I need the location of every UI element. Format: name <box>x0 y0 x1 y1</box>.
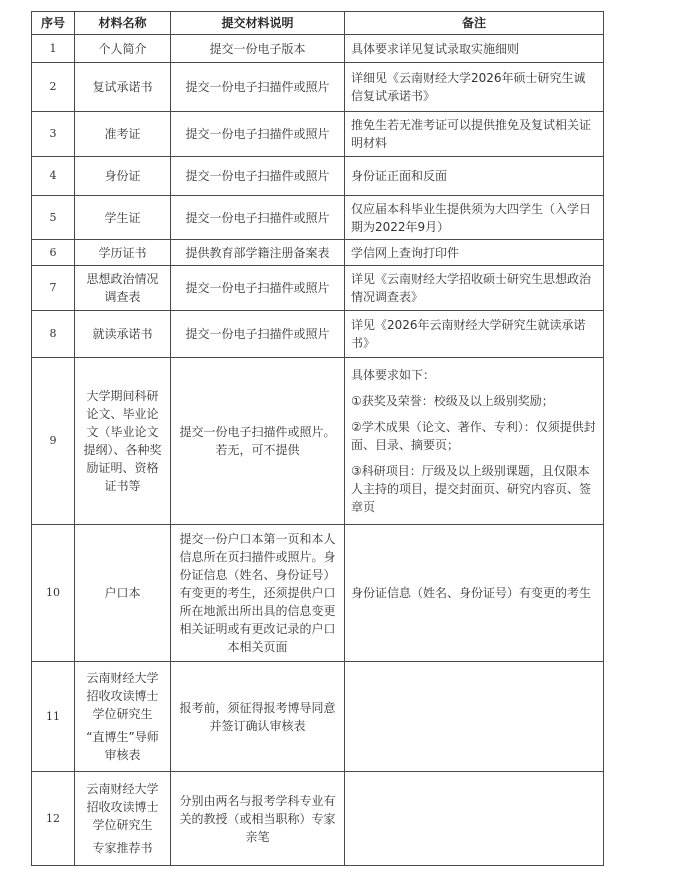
row-number: 4 <box>32 157 75 196</box>
table-row <box>32 157 604 196</box>
table-row <box>32 240 604 266</box>
material-note <box>345 772 604 866</box>
row-number: 10 <box>32 525 75 662</box>
material-name: 学历证书 <box>75 240 171 266</box>
material-description: 提交一份电子扫描件或照片 <box>171 266 345 311</box>
material-description: 提交一份电子版本 <box>171 35 345 63</box>
row-number: 5 <box>32 196 75 240</box>
material-name: 就读承诺书 <box>75 311 171 358</box>
row-number: 3 <box>32 112 75 157</box>
material-name-main: 云南财经大学招收攻读博士学位研究生 <box>86 671 159 721</box>
table-row <box>32 112 604 157</box>
table-row <box>32 266 604 311</box>
material-description: 提交一份电子扫描件或照片 <box>171 112 345 157</box>
row-number: 6 <box>32 240 75 266</box>
header-desc: 提交材料说明 <box>171 12 345 35</box>
material-note: 学信网上查询打印件 <box>345 240 604 266</box>
material-name-main: 云南财经大学招收攻读博士学位研究生 <box>86 782 159 832</box>
material-note: 推免生若无准考证可以提供推免及复试相关证明材料 <box>345 112 604 157</box>
row-number: 12 <box>32 772 75 866</box>
table-row <box>32 196 604 240</box>
note-line: ①获奖及荣誉：校级及以上级别奖励； <box>351 394 554 408</box>
table-row <box>32 35 604 63</box>
table-header-row <box>32 12 604 35</box>
material-note: 详见《云南财经大学招收硕士研究生思想政治情况调查表》 <box>345 266 604 311</box>
note-line: ②学术成果（论文、著作、专利）：仅须提供封面、目录、摘要页； <box>351 420 596 452</box>
material-description: 提交一份电子扫描件或照片 <box>171 157 345 196</box>
note-line: ③科研项目：厅级及以上级别课题，且仅限本人主持的项目，提交封面页、研究内容页、签章页 <box>351 464 592 514</box>
material-description: 报考前，须征得报考博导同意并签订确认审核表 <box>171 662 345 772</box>
material-name-sub: “直博生”导师审核表 <box>86 730 159 762</box>
material-name: 身份证 <box>75 157 171 196</box>
material-description: 分别由两名与报考学科专业有关的教授（或相当职称）专家亲笔 <box>171 772 345 866</box>
row-number: 11 <box>32 662 75 772</box>
row-number: 9 <box>32 358 75 525</box>
material-name: 思想政治情况调查表 <box>75 266 171 311</box>
material-note <box>345 358 604 525</box>
material-description: 提交一份户口本第一页和本人信息所在页扫描件或照片。身份证信息（姓名、身份证号）有变更的考生，还须提供户口所在地派出所出具的信息变更相关证明或有更改记录的户口本相关页面 <box>171 525 345 662</box>
material-name: 大学期间科研论文、毕业论文（毕业论文提纲）、各种奖励证明、资格证书等 <box>75 358 171 525</box>
row-number: 7 <box>32 266 75 311</box>
note-line: 具体要求如下： <box>351 368 436 382</box>
material-name-sub: 专家推荐书 <box>92 841 153 855</box>
material-description: 提交一份电子扫描件或照片 <box>171 196 345 240</box>
material-note: 详细见《云南财经大学2026年硕士研究生诚信复试承诺书》 <box>345 63 604 112</box>
material-description: 提交一份电子扫描件或照片 <box>171 63 345 112</box>
table-row <box>32 525 604 662</box>
row-number: 8 <box>32 311 75 358</box>
table-row <box>32 311 604 358</box>
material-note: 身份证正面和反面 <box>345 157 604 196</box>
table-row <box>32 358 604 525</box>
material-name: 复试承诺书 <box>75 63 171 112</box>
material-description: 提交一份电子扫描件或照片。若无，可不提供 <box>171 358 345 525</box>
materials-table <box>31 11 604 866</box>
material-note: 详见《2026年云南财经大学研究生就读承诺书》 <box>345 311 604 358</box>
table-row <box>32 63 604 112</box>
material-name <box>75 772 171 866</box>
material-name: 户口本 <box>75 525 171 662</box>
header-no: 序号 <box>32 12 75 35</box>
table-row <box>32 772 604 866</box>
material-name: 准考证 <box>75 112 171 157</box>
material-note: 仅应届本科毕业生提供须为大四学生（入学日期为2022年9月） <box>345 196 604 240</box>
row-number: 1 <box>32 35 75 63</box>
material-note <box>345 662 604 772</box>
material-note: 具体要求详见复试录取实施细则 <box>345 35 604 63</box>
table-row <box>32 662 604 772</box>
header-note: 备注 <box>345 12 604 35</box>
material-description: 提供教育部学籍注册备案表 <box>171 240 345 266</box>
material-description: 提交一份电子扫描件或照片 <box>171 311 345 358</box>
material-name: 个人简介 <box>75 35 171 63</box>
row-number: 2 <box>32 63 75 112</box>
material-name: 学生证 <box>75 196 171 240</box>
material-note: 身份证信息（姓名、身份证号）有变更的考生 <box>345 525 604 662</box>
header-name: 材料名称 <box>75 12 171 35</box>
material-name <box>75 662 171 772</box>
